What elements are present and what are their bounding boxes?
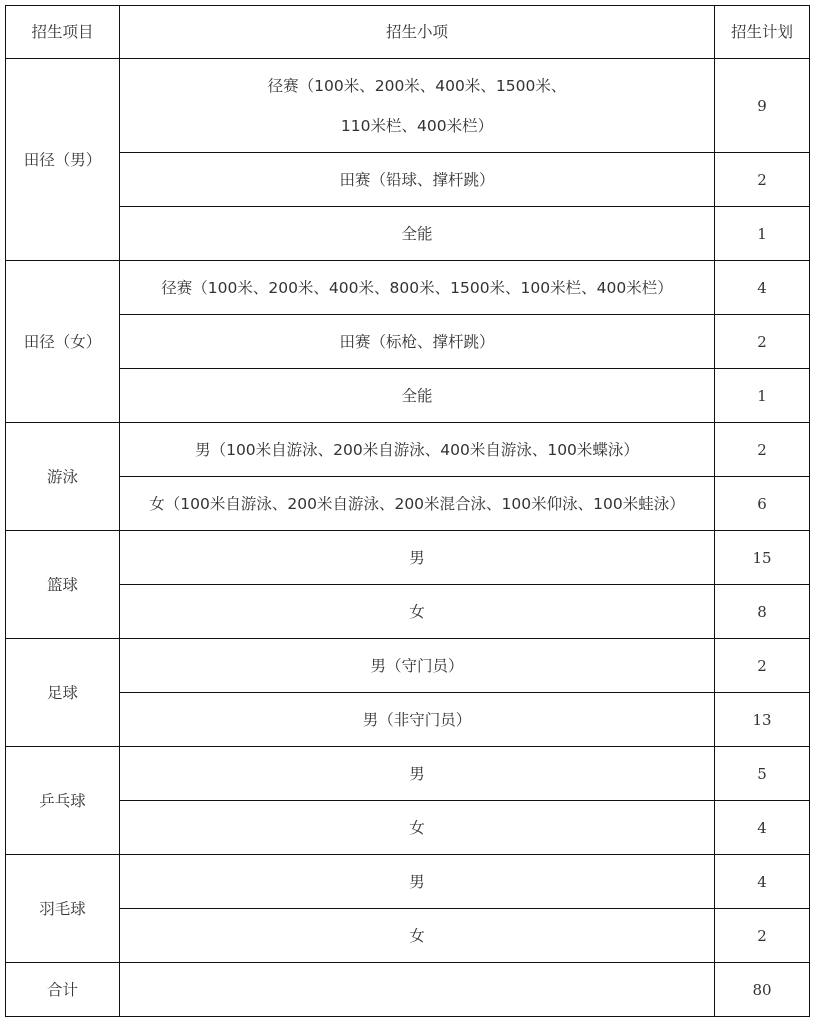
subitem-line: 110米栏、400米栏） xyxy=(340,116,494,135)
subitem-cell: 男 xyxy=(120,531,715,585)
table-row xyxy=(6,477,810,531)
subitem-cell: 男（非守门员） xyxy=(120,693,715,747)
table-row xyxy=(6,747,810,801)
subitem-cell: 男 xyxy=(120,855,715,909)
plan-cell: 4 xyxy=(715,261,810,315)
plan-cell: 4 xyxy=(715,801,810,855)
plan-cell: 5 xyxy=(715,747,810,801)
subitem-cell: 田赛（标枪、撑杆跳） xyxy=(120,315,715,369)
plan-cell: 13 xyxy=(715,693,810,747)
table-row xyxy=(6,801,810,855)
header-subitem: 招生小项 xyxy=(120,6,715,59)
category-cell: 乒乓球 xyxy=(6,747,120,855)
plan-cell: 2 xyxy=(715,639,810,693)
table-row xyxy=(6,315,810,369)
table-header-row xyxy=(6,6,810,59)
subitem-cell: 女 xyxy=(120,801,715,855)
subitem-cell: 径赛（100米、200米、400米、800米、1500米、100米栏、400米栏） xyxy=(120,261,715,315)
total-label: 合计 xyxy=(6,963,120,1017)
table-row xyxy=(6,153,810,207)
subitem-cell: 女 xyxy=(120,585,715,639)
subitem-cell: 女（100米自游泳、200米自游泳、200米混合泳、100米仰泳、100米蛙泳） xyxy=(120,477,715,531)
category-cell: 羽毛球 xyxy=(6,855,120,963)
total-plan: 80 xyxy=(715,963,810,1017)
total-row xyxy=(6,963,810,1017)
category-cell: 篮球 xyxy=(6,531,120,639)
table-row xyxy=(6,639,810,693)
enrollment-plan-table xyxy=(5,5,810,1017)
table-row xyxy=(6,59,810,153)
subitem-cell: 全能 xyxy=(120,207,715,261)
subitem-cell: 男（守门员） xyxy=(120,639,715,693)
category-cell: 游泳 xyxy=(6,423,120,531)
table-row xyxy=(6,423,810,477)
plan-cell: 9 xyxy=(715,59,810,153)
table-row xyxy=(6,531,810,585)
subitem-cell: 全能 xyxy=(120,369,715,423)
category-cell: 田径（男） xyxy=(6,59,120,261)
plan-cell: 8 xyxy=(715,585,810,639)
category-cell: 田径（女） xyxy=(6,261,120,423)
plan-cell: 1 xyxy=(715,369,810,423)
subitem-cell: 男（100米自游泳、200米自游泳、400米自游泳、100米蝶泳） xyxy=(120,423,715,477)
table-row xyxy=(6,693,810,747)
total-subitem xyxy=(120,963,715,1017)
category-cell: 足球 xyxy=(6,639,120,747)
table-row xyxy=(6,369,810,423)
plan-cell: 2 xyxy=(715,909,810,963)
table-row xyxy=(6,261,810,315)
table-row xyxy=(6,585,810,639)
table-row xyxy=(6,207,810,261)
header-category: 招生项目 xyxy=(6,6,120,59)
subitem-cell: 田赛（铅球、撑杆跳） xyxy=(120,153,715,207)
subitem-cell xyxy=(120,59,715,153)
plan-cell: 15 xyxy=(715,531,810,585)
subitem-line: 径赛（100米、200米、400米、1500米、 xyxy=(267,76,567,95)
subitem-cell: 男 xyxy=(120,747,715,801)
subitem-cell: 女 xyxy=(120,909,715,963)
plan-cell: 4 xyxy=(715,855,810,909)
plan-cell: 2 xyxy=(715,153,810,207)
plan-cell: 1 xyxy=(715,207,810,261)
plan-cell: 2 xyxy=(715,315,810,369)
plan-cell: 2 xyxy=(715,423,810,477)
table-row xyxy=(6,909,810,963)
plan-cell: 6 xyxy=(715,477,810,531)
table-row xyxy=(6,855,810,909)
header-plan: 招生计划 xyxy=(715,6,810,59)
